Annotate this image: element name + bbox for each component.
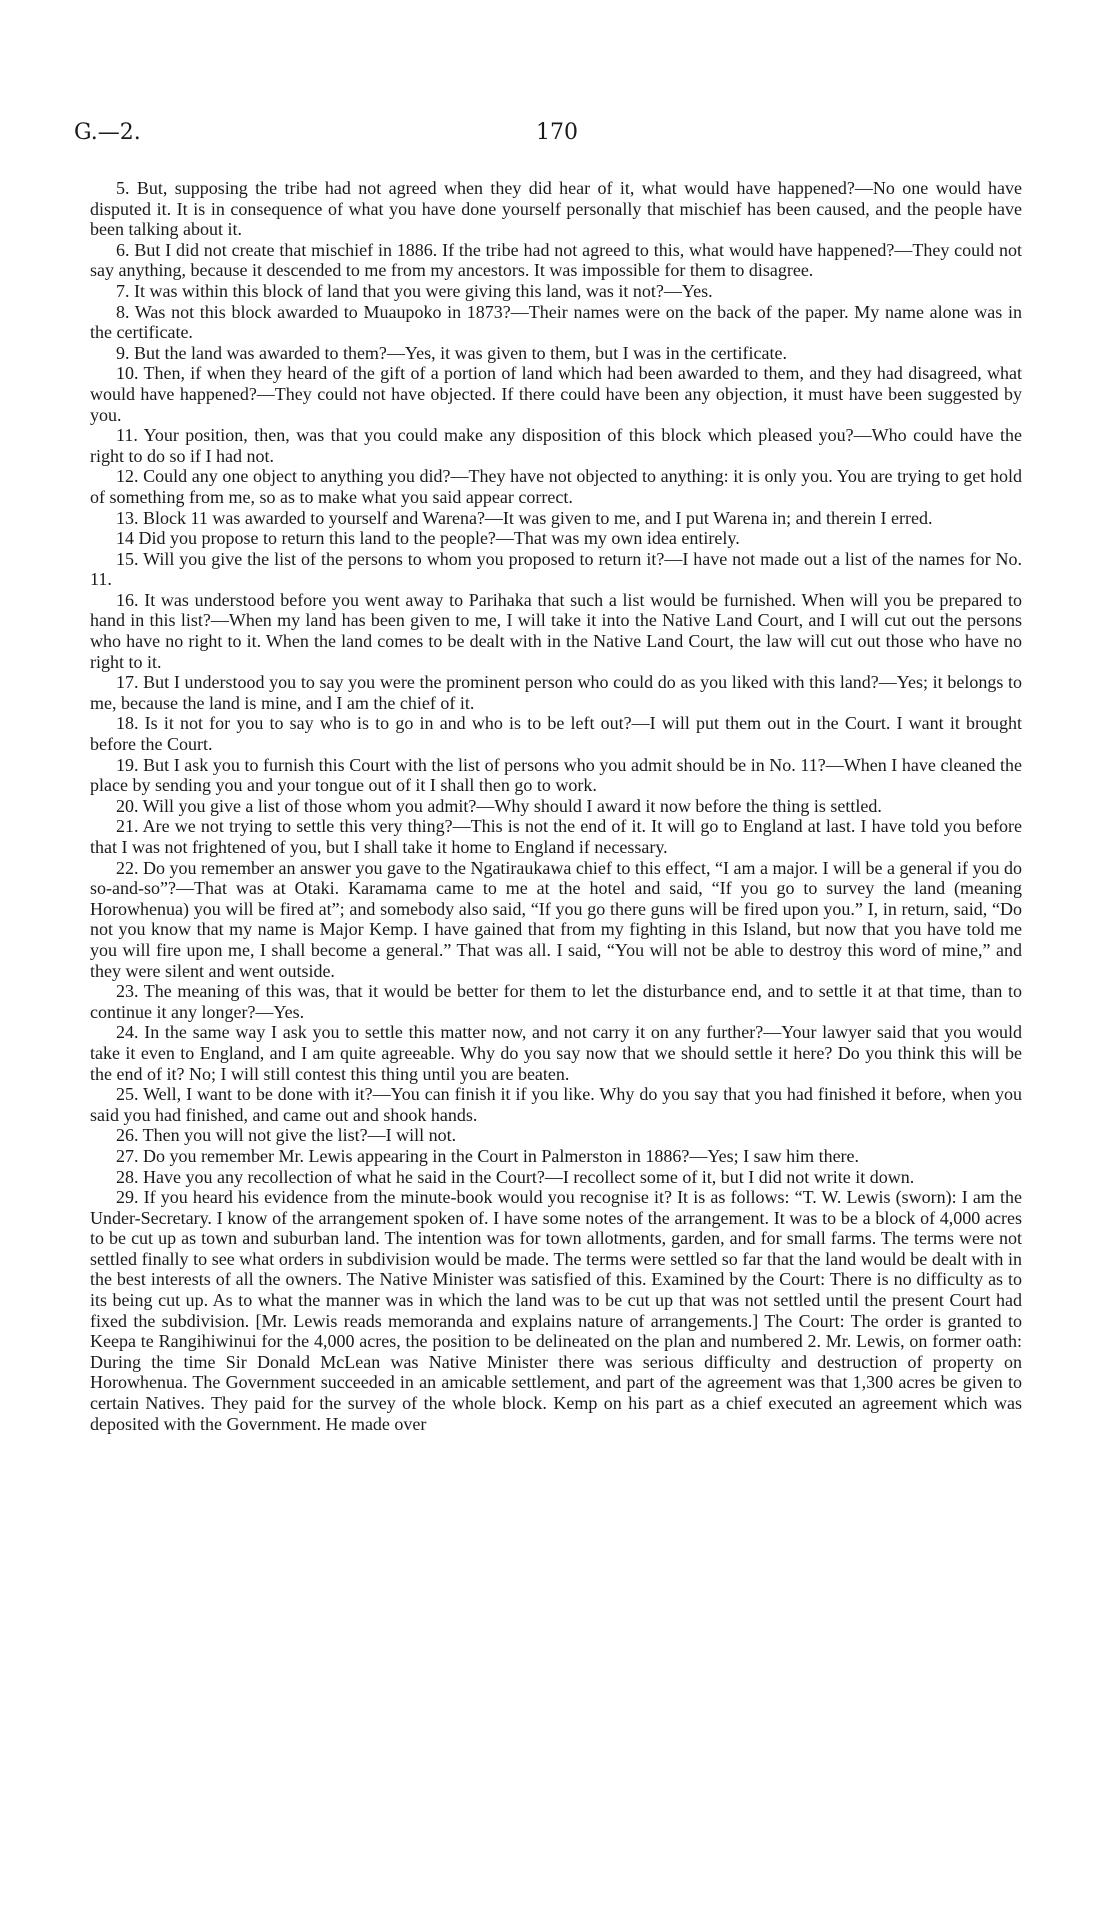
question-paragraph: 15. Will you give the list of the persons to whom you proposed to return it?—I have not made out a list of the names for No. 11. — [90, 548, 1022, 590]
question-paragraph: 24. In the same way I ask you to settle this matter now, and not carry it on any further?—Your lawyer said that you would take it even to England, and I am quite agreeable. Why do you say now that we should settle it here? Do you think this will be the end of it? No; I will still contest this thing until you are beaten. — [90, 1022, 1022, 1084]
question-paragraph: 22. Do you remember an answer you gave to the Ngatiraukawa chief to this effect, “I am a major. I will be a general if you do so-and-so”?—That was at Otaki. Karamama came to me at the hotel and said, “If you go to survey the land (meaning Horowhenua) you will be fired at”; and somebody also said, “If you go there guns will be fired upon you.” I, in return, said, “Do not you know that my name is Major Kemp. I have gained that from my fighting in this Island, but now that you have told me you will fire upon me, I shall become a general.” That was all. I said, “You will not be able to destroy this word of mine,” and they were silent and went outside. — [90, 857, 1022, 981]
series-reference: G.—2. — [74, 120, 141, 145]
question-paragraph: 27. Do you remember Mr. Lewis appearing in the Court in Palmerston in 1886?—Yes; I saw him there. — [116, 1145, 860, 1166]
question-paragraph: 13. Block 11 was awarded to yourself and Warena?—It was given to me, and I put Warena in; and therein I erred. — [116, 507, 933, 528]
question-paragraph: 16. It was understood before you went away to Parihaka that such a list would be furnished. When will you be prepared to hand in this list?—When my land has been given to me, I will take it into the Native Land Court, and I will cut out the persons who have no right to it. When the land comes to be dealt with in the Native Land Court, the law will cut out those who have no right to it. — [90, 589, 1022, 672]
question-paragraph: 9. But the land was awarded to them?—Yes, it was given to them, but I was in the certificate. — [116, 342, 788, 363]
question-paragraph: 14 Did you propose to return this land to the people?—That was my own idea entirely. — [116, 528, 740, 549]
question-paragraph: 28. Have you any recollection of what he said in the Court?—I recollect some of it, but I did not write it down. — [116, 1166, 915, 1187]
question-paragraph: 19. But I ask you to furnish this Court with the list of persons who you admit should be in No. 11?—When I have cleaned the place by sending you and your tongue out of it I shall then go to work. — [90, 754, 1022, 796]
testimony-body — [90, 178, 1022, 1434]
question-paragraph: 11. Your position, then, was that you could make any disposition of this block which pleased you?—Who could have the right to do so if I had not. — [90, 425, 1022, 466]
question-paragraph: 26. Then you will not give the list?—I will not. — [116, 1125, 457, 1146]
question-paragraph: 29. If you heard his evidence from the minute-book would you recognise it? It is as follows: “T. W. Lewis (sworn): I am the Under-Secretary. I know of the arrangement spoken of. I have some notes of the arrangement. It was to be a block of 4,000 acres to be cut up as town and suburban land. The intention was for town allotments, garden, and for small farms. The terms were not settled finally to see what orders in subdivision would be made. The terms were settled so far that the land would be dealt with in the best interests of all the owners. The Native Minister was satisfied of this. Examined by the Court: There is no difficulty as to its being cut up. As to what the manner was in which the land was to be cut up that was not settled until the present Court had fixed the subdivision. [Mr. Lewis reads memoranda and explains nature of arrangements.] The Court: The order is granted to Keepa te Rangihiwinui for the 4,000 acres, the position to be delineated on the plan and numbered 2. Mr. Lewis, on former oath: During the time Sir Donald McLean was Native Minister there was serious difficulty and destruction of property on Horowhenua. The Government succeeded in an amicable settlement, and part of the agreement was that 1,300 acres be given to certain Natives. They paid for the survey of the whole block. Kemp on his part as a chief executed an agreement which was deposited with the Government. He made over — [90, 1187, 1022, 1434]
question-paragraph: 12. Could any one object to anything you did?—They have not objected to anything: it is only you. You are trying to get hold of something from me, so as to make what you said appear correct. — [90, 466, 1022, 507]
question-paragraph: 8. Was not this block awarded to Muaupoko in 1873?—Their names were on the back of the paper. My name alone was in the certificate. — [90, 301, 1022, 343]
question-paragraph: 18. Is it not for you to say who is to go in and who is to be left out?—I will put them out in the Court. I want it brought before the Court. — [90, 713, 1022, 755]
question-paragraph: 5. But, supposing the tribe had not agreed when they did hear of it, what would have happened?—No one would have disputed it. It is in consequence of what you have done yourself personally that mischief has been caused, and the people have been talking about it. — [90, 178, 1022, 240]
page-number: 170 — [536, 120, 578, 145]
question-paragraph: 21. Are we not trying to settle this very thing?—This is not the end of it. It will go to England at last. I have told you before that I was not frightened of you, but I shall take it home to England if necessary. — [90, 816, 1022, 857]
question-paragraph: 20. Will you give a list of those whom you admit?—Why should I award it now before the thing is settled. — [116, 795, 882, 816]
question-paragraph: 23. The meaning of this was, that it would be better for them to let the disturbance end, and to settle it at that time, than to continue it any longer?—Yes. — [90, 981, 1022, 1022]
page-header — [74, 120, 1040, 150]
question-paragraph: 7. It was within this block of land that you were giving this land, was it not?—Yes. — [116, 280, 713, 301]
question-paragraph: 17. But I understood you to say you were the prominent person who could do as you liked with this land?—Yes; it belongs to me, because the land is mine, and I am the chief of it. — [90, 672, 1022, 713]
question-paragraph: 6. But I did not create that mischief in 1886. If the tribe had not agreed to this, what would have happened?—They could not say anything, because it descended to me from my ancestors. It was impossible for them to disagree. — [90, 239, 1022, 281]
question-paragraph: 10. Then, if when they heard of the gift of a portion of land which had been awarded to them, and they had disagreed, what would have happened?—They could not have objected. If there could have been any objection, it must have been suggested by you. — [90, 363, 1022, 425]
question-paragraph: 25. Well, I want to be done with it?—You can finish it if you like. Why do you say that you had finished it before, when you said you had finished, and came out and shook hands. — [90, 1084, 1022, 1125]
